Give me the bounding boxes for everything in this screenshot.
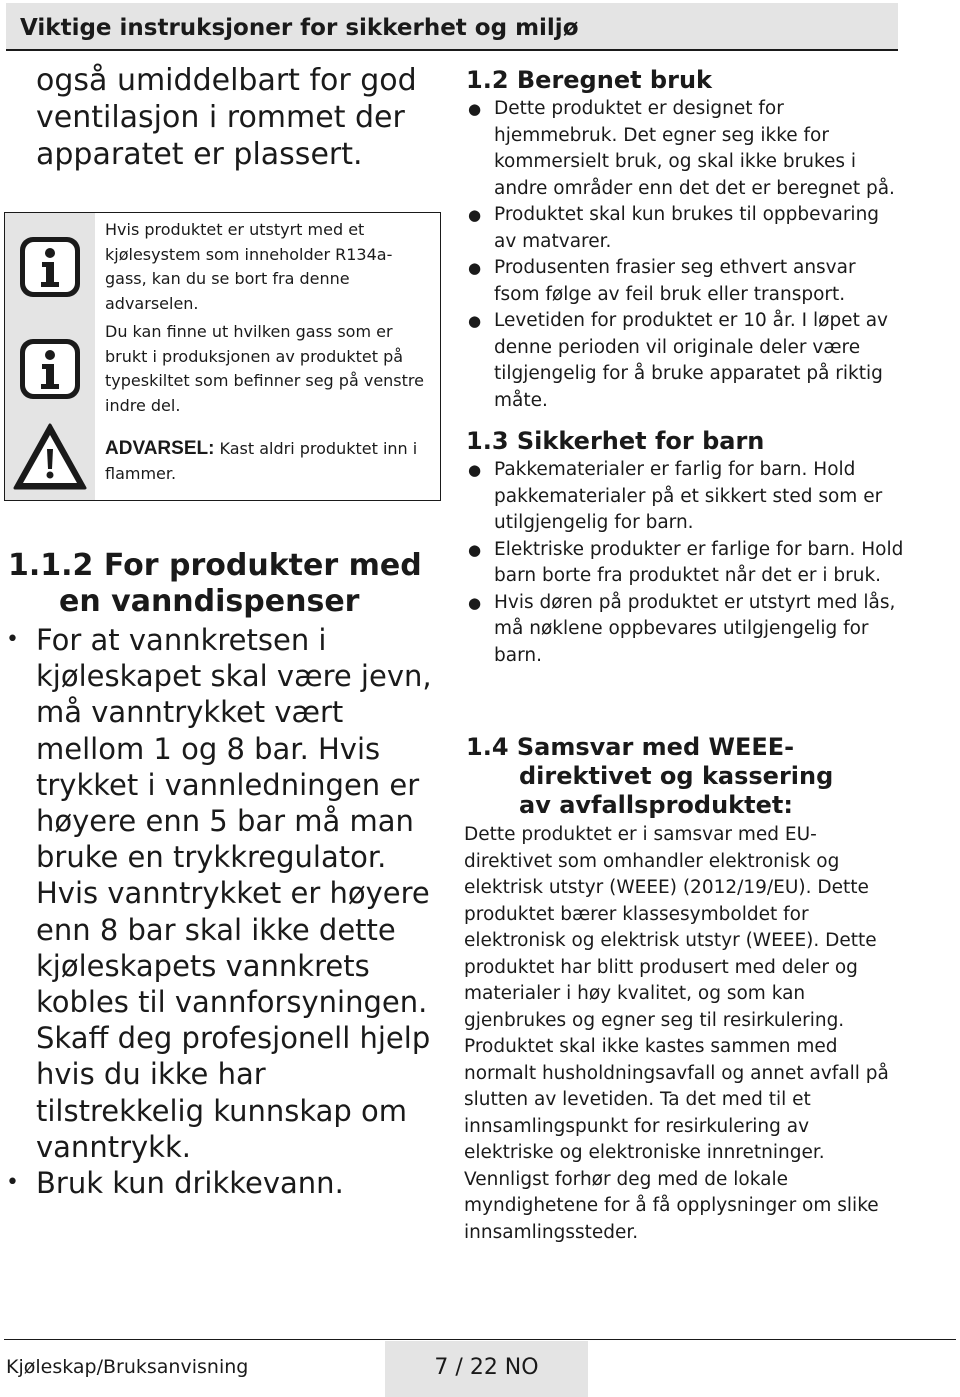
intro-line: apparatet er plassert.: [36, 137, 363, 172]
warning-body: Kast aldri produktet inn i flammer.: [105, 439, 418, 483]
notice-text: Hvis produktet er utstyrt med et kjølesystem som inneholder R134a-gass, kan du se bort fra denne advarselen.: [105, 220, 393, 313]
bullet-icon: ●: [468, 312, 482, 330]
page-number: 7 / 22 NO: [434, 1355, 539, 1380]
intended-use-list: [466, 96, 906, 414]
info-icon: [18, 235, 82, 299]
icon-strip: [5, 213, 95, 500]
list-item: [466, 457, 906, 537]
footer-divider: [4, 1339, 956, 1340]
bullet-icon: •: [6, 1170, 19, 1196]
footer-page-box: [385, 1341, 588, 1397]
list-item: [466, 255, 906, 308]
section-heading-14: [466, 733, 906, 820]
bullet-icon: ●: [468, 461, 482, 479]
left-column: [0, 0, 450, 1300]
bullet-icon: ●: [468, 593, 482, 612]
section-title-line: For produkter med: [103, 548, 422, 583]
list-item: [8, 622, 438, 1165]
list-item-text: Elektriske produkter er farlige for barn. Hold barn borte fra produktet når det er i bruk.: [494, 538, 904, 586]
water-dispenser-list: [8, 622, 438, 1201]
list-item-text: Produsenten frasier seg ethvert ansvar fsom følge av feil bruk eller transport.: [494, 257, 856, 305]
bullet-icon: ●: [468, 540, 482, 559]
bullet-icon: ●: [468, 100, 482, 118]
notice-text: Du kan finne ut hvilken gass som er brukt i produksjonen av produktet på typeskiltet som befinner seg på venstre indre del.: [105, 322, 424, 415]
list-item-text: Pakkematerialer er farlig for barn. Hold pakkematerialer på et sikkert sted som er utilgjengelig for barn.: [494, 459, 883, 533]
list-item-text: Produktet skal kun brukes til oppbevaring av matvarer.: [494, 204, 880, 252]
intro-paragraph: [36, 62, 446, 173]
section-title-line: av avfallsproduktet:: [519, 791, 793, 819]
list-item: [466, 96, 906, 202]
bullet-icon: ●: [468, 206, 482, 224]
header-title: Viktige instruksjoner for sikkerhet og miljø: [20, 15, 579, 41]
list-item-text: For at vannkretsen i kjøleskapet skal være jevn, må vanntrykket vært mellom 1 og 8 bar. Hvis trykket i vannledningen er høyere enn 5 bar må man bruke en trykkregulator. Hvis vanntrykket er høyere enn 8 bar skal ikke dette kjøleskapets vannkrets kobles til vannforsyningen. Skaff deg profesjonell hjelp hvis du ikke har tilstrekkelig kunnskap om vanntrykk.: [36, 623, 432, 1164]
bullet-icon: •: [6, 627, 19, 652]
list-item: [8, 1165, 438, 1201]
intro-line: også umiddelbart for god: [36, 63, 417, 98]
info-icon: [18, 337, 82, 401]
section-title-line: direktivet og kassering: [519, 762, 834, 790]
warning-text: [105, 437, 430, 486]
section-heading-13: 1.3 Sikkerhet for barn: [466, 427, 765, 455]
warning-label: ADVARSEL:: [105, 438, 215, 459]
list-item-text: Levetiden for produktet er 10 år. I løpet av denne perioden vil originale deler være tilgjengelig for å bruke apparatet på riktig måte.: [494, 310, 888, 411]
footer-document-title: Kjøleskap/Bruksanvisning: [6, 1356, 249, 1378]
list-item-text: Dette produktet er designet for hjemmebruk. Det egner seg ikke for kommersielt bruk, og skal ikke brukes i andre områder enn det det er beregnet på.: [494, 98, 895, 199]
section-title-line: en vanndispenser: [59, 584, 360, 619]
list-item-text: Bruk kun drikkevann.: [36, 1166, 344, 1201]
weee-paragraph: Dette produktet er i samsvar med EU-direktivet som omhandler elektronisk og elektrisk utstyr (WEEE) (2012/19/EU). Dette produktet bærer klassesymboldet for elektronisk og elektrisk utstyr (WEEE). Dette produktet har blitt produsert med deler og materialer i høy kvalitet, og som kan gjenbrukes og egner seg til resirkulering. Produktet skal ikke kastes sammen med normalt husholdningsavfall og annet avfall på slutten av levetiden. Ta det med til et innsamlingspunkt for resirkulering av elektriske og elektroniske innretninger. Vennligst forhør deg med de lokale myndighetene for å få opplysninger om slike innsamlingssteder.: [464, 824, 889, 1243]
list-item: [466, 202, 906, 255]
child-safety-list: [466, 457, 906, 669]
section-heading-12: 1.2 Beregnet bruk: [466, 66, 712, 94]
warning-icon: [13, 423, 87, 491]
section-number: 1.1.2: [8, 548, 94, 583]
list-item: [466, 537, 906, 590]
notice-box: [4, 212, 441, 501]
bullet-icon: ●: [468, 259, 482, 277]
intro-line: ventilasjon i rommet der: [36, 100, 405, 135]
section-title-line: 1.4 Samsvar med WEEE-: [466, 733, 795, 761]
section-heading-112: [8, 548, 422, 620]
list-item: [466, 590, 906, 670]
list-item-text: Hvis døren på produktet er utstyrt med lås, må nøklene oppbevares utilgjengelig for barn.: [494, 591, 896, 666]
list-item: [466, 308, 906, 414]
